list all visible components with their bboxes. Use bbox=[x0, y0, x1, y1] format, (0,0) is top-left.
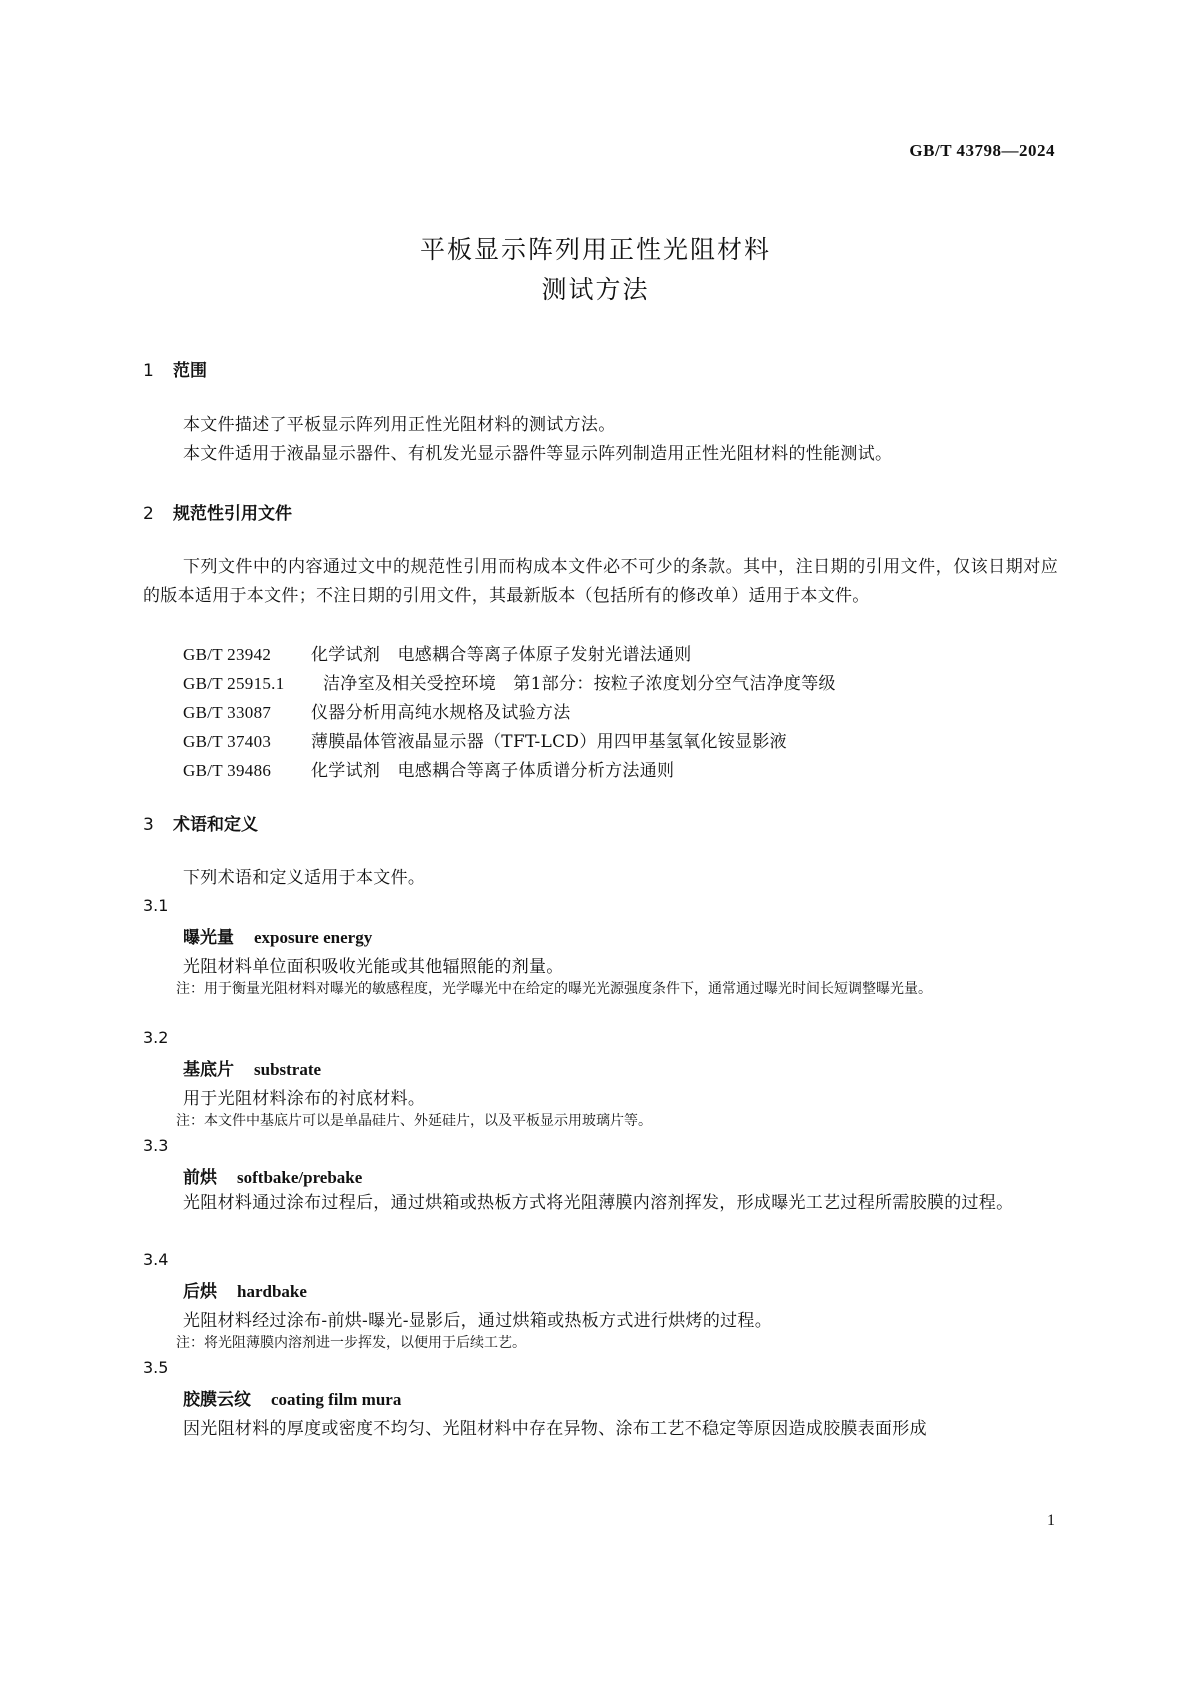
reference-item bbox=[183, 698, 571, 723]
section-1-paragraph-1: 本文件描述了平板显示阵列用正性光阻材料的测试方法。 bbox=[183, 415, 616, 435]
section-title: 规范性引用文件 bbox=[173, 504, 292, 524]
section-number: 2 bbox=[143, 504, 154, 524]
section-title: 范围 bbox=[173, 361, 207, 381]
section-title: 术语和定义 bbox=[173, 815, 258, 835]
document-number: GB/T 43798—2024 bbox=[909, 141, 1055, 160]
reference-code: GB/T 39486 bbox=[183, 761, 272, 780]
reference-item bbox=[183, 727, 787, 752]
reference-title: 仪器分析用高纯水规格及试验方法 bbox=[311, 703, 571, 723]
term-heading bbox=[183, 1385, 401, 1410]
term-number: 3.1 bbox=[143, 896, 169, 915]
term-number: 3.3 bbox=[143, 1136, 169, 1155]
section-1-heading bbox=[143, 356, 207, 381]
term-definition: 因光阻材料的厚度或密度不均匀、光阻材料中存在异物、涂布工艺不稳定等原因造成胶膜表面形成 bbox=[183, 1419, 927, 1439]
term-number: 3.5 bbox=[143, 1358, 169, 1377]
section-2-intro: 下列文件中的内容通过文中的规范性引用而构成本文件必不可少的条款。其中，注日期的引用文件，仅该日期对应的版本适用于本文件；不注日期的引用文件，其最新版本（包括所有的修改单）适用于本文件。 bbox=[143, 557, 1058, 606]
section-2-heading bbox=[143, 499, 292, 524]
term-definition: 光阻材料单位面积吸收光能或其他辐照能的剂量。 bbox=[183, 957, 564, 977]
term-zh: 胶膜云纹 bbox=[183, 1390, 251, 1410]
term-en: exposure energy bbox=[254, 928, 373, 947]
term-zh: 基底片 bbox=[183, 1060, 234, 1080]
document-title-line2: 测试方法 bbox=[541, 275, 650, 304]
reference-title: 洁净室及相关受控环境 第1部分：按粒子浓度划分空气洁净度等级 bbox=[323, 674, 836, 694]
term-definition: 光阻材料经过涂布-前烘-曝光-显影后，通过烘箱或热板方式进行烘烤的过程。 bbox=[183, 1311, 773, 1331]
document-title-line1: 平板显示阵列用正性光阻材料 bbox=[419, 235, 771, 264]
term-zh: 后烘 bbox=[183, 1282, 217, 1302]
section-1-paragraph-2: 本文件适用于液晶显示器件、有机发光显示器件等显示阵列制造用正性光阻材料的性能测试。 bbox=[183, 444, 893, 464]
term-heading bbox=[183, 1163, 362, 1188]
term-heading bbox=[183, 923, 372, 948]
reference-title: 化学试剂 电感耦合等离子体原子发射光谱法通则 bbox=[311, 645, 692, 665]
reference-code: GB/T 23942 bbox=[183, 645, 272, 664]
term-note: 注：将光阻薄膜内溶剂进一步挥发，以便用于后续工艺。 bbox=[176, 1335, 526, 1351]
term-number: 3.4 bbox=[143, 1250, 169, 1269]
section-3-intro: 下列术语和定义适用于本文件。 bbox=[183, 868, 426, 888]
term-definition: 光阻材料通过涂布过程后，通过烘箱或热板方式将光阻薄膜内溶剂挥发，形成曝光工艺过程所需胶膜的过程。 bbox=[183, 1193, 1014, 1213]
term-en: hardbake bbox=[237, 1282, 307, 1301]
term-zh: 前烘 bbox=[183, 1168, 217, 1188]
reference-item bbox=[183, 669, 836, 694]
reference-code: GB/T 25915.1 bbox=[183, 674, 285, 693]
term-definition: 用于光阻材料涂布的衬底材料。 bbox=[183, 1089, 426, 1109]
term-number: 3.2 bbox=[143, 1028, 169, 1047]
section-3-heading bbox=[143, 810, 258, 835]
term-note: 注：本文件中基底片可以是单晶硅片、外延硅片，以及平板显示用玻璃片等。 bbox=[176, 1113, 652, 1129]
reference-title: 薄膜晶体管液晶显示器（TFT-LCD）用四甲基氢氧化铵显影液 bbox=[311, 732, 787, 752]
reference-item bbox=[183, 640, 692, 665]
reference-item bbox=[183, 756, 674, 781]
term-note: 注：用于衡量光阻材料对曝光的敏感程度，光学曝光中在给定的曝光光源强度条件下，通常通过曝光时间长短调整曝光量。 bbox=[176, 981, 932, 997]
term-en: substrate bbox=[254, 1060, 322, 1079]
term-heading bbox=[183, 1277, 307, 1302]
reference-code: GB/T 37403 bbox=[183, 732, 272, 751]
reference-title: 化学试剂 电感耦合等离子体质谱分析方法通则 bbox=[311, 761, 675, 781]
term-zh: 曝光量 bbox=[183, 928, 234, 948]
page-number: 1 bbox=[1047, 1512, 1055, 1529]
section-number: 3 bbox=[143, 815, 154, 835]
reference-code: GB/T 33087 bbox=[183, 703, 272, 722]
term-en: coating film mura bbox=[271, 1390, 402, 1409]
term-en: softbake/prebake bbox=[237, 1168, 363, 1187]
term-heading bbox=[183, 1055, 321, 1080]
section-number: 1 bbox=[143, 361, 154, 381]
